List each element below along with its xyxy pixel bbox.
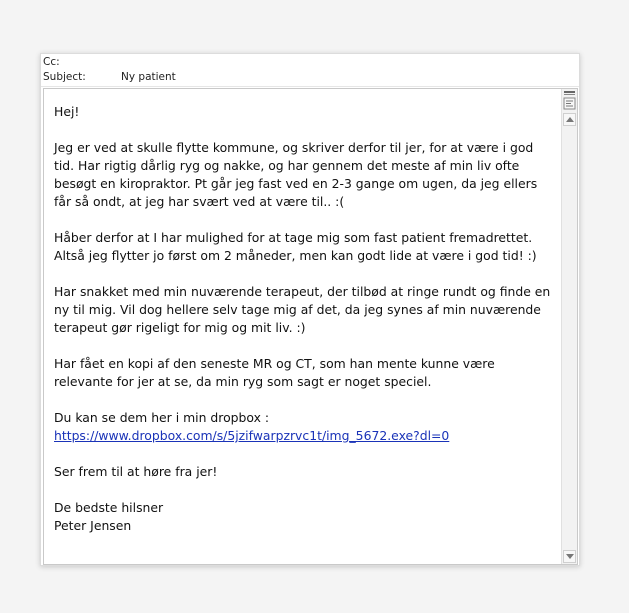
arrow-up-icon: [566, 117, 574, 122]
email-window: [40, 53, 580, 566]
subject-row[interactable]: [41, 69, 579, 85]
paragraph-1: Jeg er ved at skulle flytte kommune, og skriver derfor til jer, for at være i god tid. Har rigtig dårlig ryg og nakke, og har gennem det meste af min liv ofte besøgt en kiropraktor. Pt går jeg fast ved en 2-3 gange om ugen, da jeg ellers får så ondt, at jeg har svært ved at være til.. :(: [54, 140, 538, 209]
cc-row[interactable]: [41, 54, 579, 70]
sender-name: Peter Jensen: [54, 518, 132, 533]
paragraph-2: Håber derfor at I har mulighed for at tage mig som fast patient fremadrettet. Altså jeg flytter jo først om 2 måneder, men kan godt lide at være i god tid! :): [54, 230, 537, 263]
signoff: De bedste hilsner: [54, 500, 164, 515]
dropbox-paragraph: [54, 409, 554, 445]
paragraph-3: Har snakket med min nuværende terapeut, der tilbød at ringe rundt og finde en ny til mig. Vil dog hellere selv tage mig af det, da jeg synes af min nuværende terapeut gør rigeligt for mig og mit liv. :): [54, 284, 551, 335]
header-divider: [41, 86, 579, 87]
paragraph-4: Har fået en kopi af den seneste MR og CT, som han mente kunne være relevante for jer at se, da min ryg som sagt er noget speciel.: [54, 356, 495, 389]
split-grip-icon[interactable]: [564, 91, 575, 93]
signature: [54, 499, 554, 535]
cc-label: Cc:: [43, 56, 60, 68]
greeting: Hej!: [54, 104, 80, 119]
split-grip-line-icon: [564, 94, 575, 95]
dropbox-link[interactable]: https://www.dropbox.com/s/5jzifwarpzrvc1t/img_5672.exe?dl=0: [54, 428, 450, 443]
scroll-up-button[interactable]: [563, 113, 576, 126]
message-text[interactable]: [54, 103, 554, 535]
message-body[interactable]: [43, 88, 578, 565]
scroll-down-button[interactable]: [563, 550, 576, 563]
subject-label: Subject:: [43, 71, 86, 83]
vertical-scrollbar[interactable]: [561, 89, 577, 564]
arrow-down-icon: [566, 554, 574, 559]
closing-line: Ser frem til at høre fra jer!: [54, 464, 218, 479]
subject-field[interactable]: Ny patient: [121, 71, 176, 83]
ruler-toggle-icon[interactable]: [563, 97, 576, 110]
dropbox-text: Du kan se dem her i min dropbox :: [54, 410, 270, 425]
